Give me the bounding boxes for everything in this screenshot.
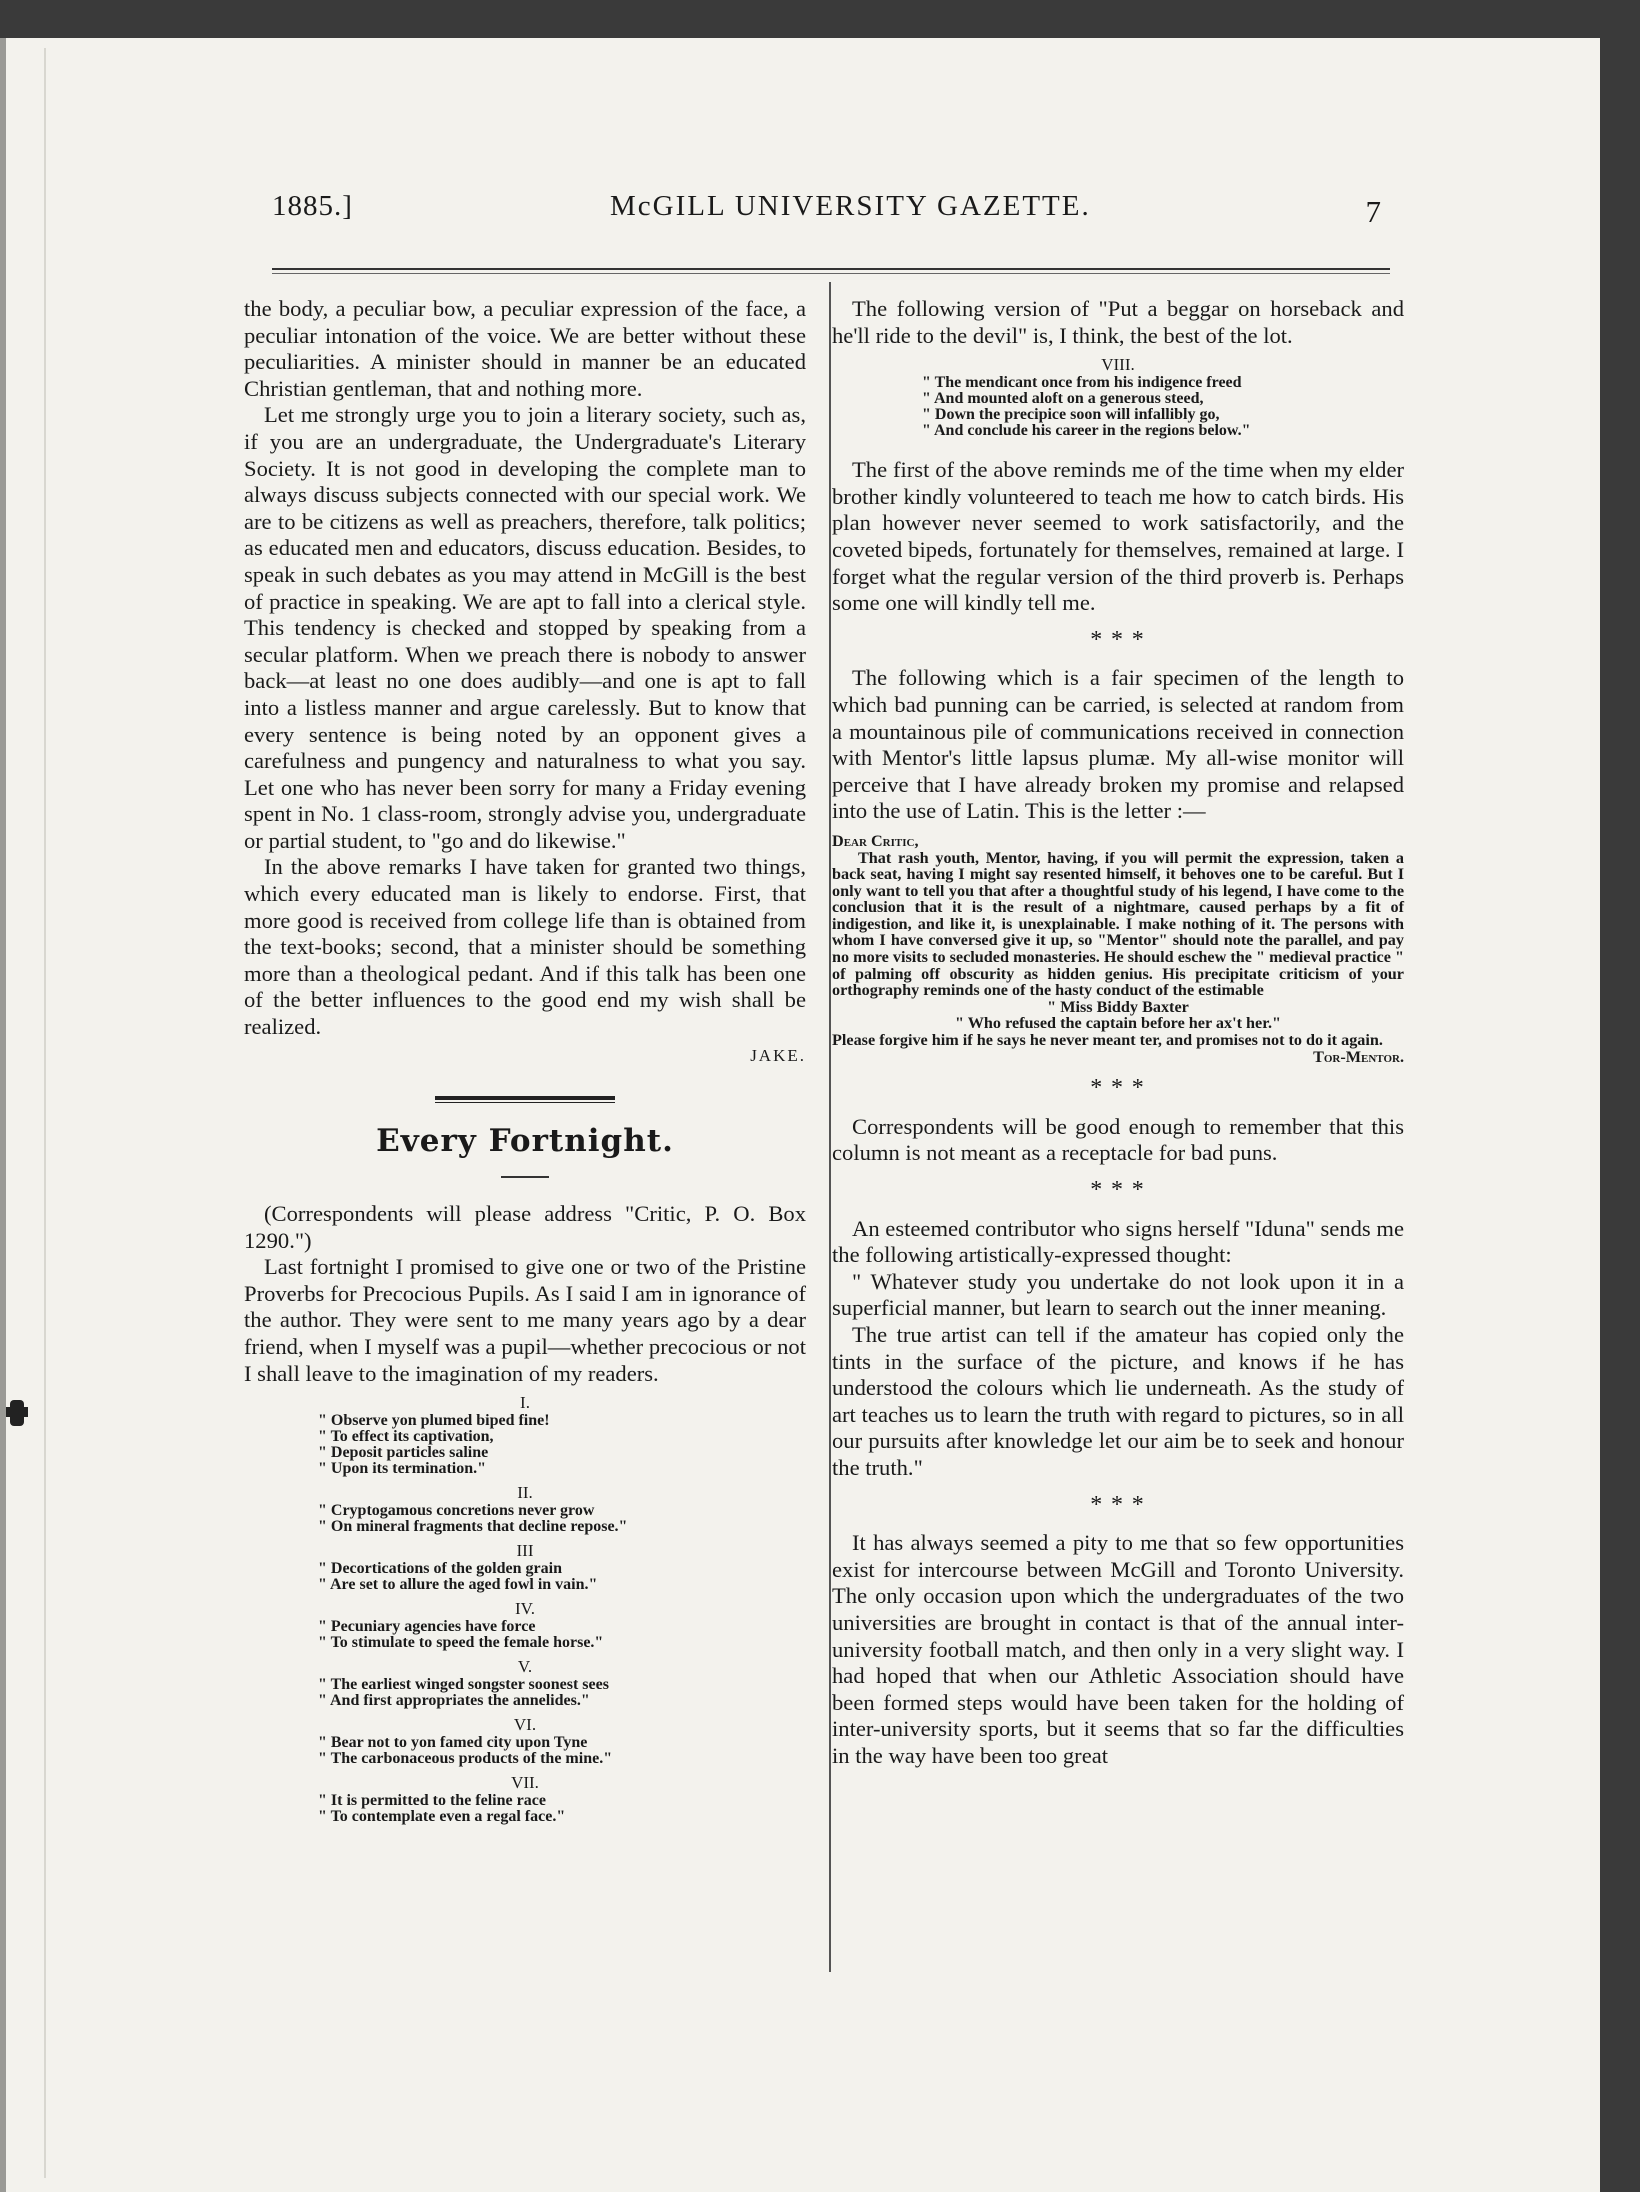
section-stars: * * * [1090,1075,1146,1102]
verse-number: VIII. [1101,355,1135,375]
paragraph: The true artist can tell if the amateur has copied only the tints in the surface of the picture, and knows if he has understood the colours which lie underneath. As the study of art teaches us to learn the truth with regard to pictures, so in all our pursuits after knowledge let our aim be to seek and honour the truth." [832,1321,1404,1480]
verse-line: " To contemplate even a regal face." [318,1808,566,1826]
section-ornament-rule [244,1083,806,1110]
verse-line: " The carbonaceous products of the mine." [318,1750,613,1768]
verse-line: " Upon its termination." [318,1460,486,1478]
binder-clip-arm-icon [6,1407,28,1417]
letter-signature: Tor-Mentor. [1313,1047,1404,1066]
right-column [832,296,1404,1769]
paragraph: Let me strongly urge you to join a literary society, such as, if you are an undergraduate, the Undergraduate's Literary Society. It is not good in developing the complete man to always discuss subjects connected with our special work. We are to be citizens as well as preachers, therefore, talk politics; as educated men and educators, discuss education. Besides, to speak in such debates as you may attend in McGill is the best of practice in speaking. We are apt to fall into a clerical style. This tendency is checked and stopped by speaking from a secular platform. When we preach there is nobody to answer back—at least no one does audibly—and one is apt to fall into a listless manner and argue carelessly. But to know that every sentence is being noted by an opponent gives a carefulness and pungency and naturalness to what you say. Let one who has never been sorry for many a Friday evening spent in No. 1 class-room, strongly advise you, undergraduate or partial student, to "go and do likewise." [244,402,806,853]
letter-quote: " Who refused the captain before her ax't her." [955,1014,1281,1033]
paragraph: In the above remarks I have taken for granted two things, which every educated man is likely to endorse. First, that more good is received from college life than is obtained from the text-books; second, that a minister should be something more than a theological pedant. And if this talk has been one of the better influences to the good end my wish shall be realized. [244,854,806,1040]
paragraph: (Correspondents will please address "Critic, P. O. Box 1290.") [244,1201,806,1253]
page-number: 7 [1365,194,1382,229]
verse-line: " Cryptogamous concretions never grow [318,1502,595,1520]
section-heading: Every Fortnight. [376,1122,674,1159]
section-stars: * * * [1090,1491,1146,1518]
verse-line: " It is permitted to the feline race [318,1792,546,1810]
paragraph: The following version of "Put a beggar on horseback and he'll ride to the devil" is, I think, the best of the lot. [832,296,1404,348]
paragraph: The first of the above reminds me of the time when my elder brother kindly volunteered to teach me how to catch birds. His plan however never seemed to work satisfactorily, and the coveted bipeds, fortunately for themselves, remained at large. I forget what the regular version of the third proverb is. Perhaps some one will kindly tell me. [832,457,1404,616]
verse-number: III [516,1541,534,1561]
verse-line: " Are set to allure the aged fowl in vain." [318,1576,598,1594]
verse-line: " On mineral fragments that decline repose." [318,1518,628,1536]
paragraph: " Whatever study you undertake do not look upon it in a superficial manner, but learn to search out the inner meaning. [832,1268,1404,1321]
paragraph: Last fortnight I promised to give one or two of the Pristine Proverbs for Precocious Pupils. As I said I am in ignorance of the author. They were sent to me many years ago by a dear friend, when I myself was a pupil—whether precocious or not I shall leave to the imagination of my readers. [244,1254,806,1386]
left-column [244,296,806,1825]
header-rule-thin [272,273,1390,274]
verse-number: II. [517,1483,533,1503]
header-year: 1885.] [272,190,353,222]
letter-body: That rash youth, Mentor, having, if you will permit the expression, taken a back seat, having I might say resented himself, it behoves one to be careful. But I only want to tell you that after a thoughtful study of his legend, I have come to the conclusion that it is the result of a nightmare, caused perhaps by a fit of indigestion, and like it, is unexplainable. I make nothing of it. The persons with whom I have conversed give it up, so "Mentor" should note the parallel, and pay no more visits to secluded monasteries. He should eschew the " medieval practice " of palming off obscurity as hidden genius. His precipitate criticism of your orthography reminds one of the hasty conduct of the estimable [832,848,1404,1000]
verse-number: VI. [513,1715,537,1735]
verse-line: " Observe yon plumed biped fine! [318,1412,550,1430]
running-header [272,190,1382,230]
short-rule [244,1158,806,1185]
verse-line: " Pecuniary agencies have force [318,1618,536,1636]
verse-line: " And conclude his career in the regions below." [922,422,1251,440]
verse-line: " The earliest winged songster soonest sees [318,1676,609,1694]
paragraph: Correspondents will be good enough to remember that this column is not meant as a receptacle for bad puns. [832,1113,1404,1166]
letter-salutation: Dear Critic, [832,831,919,850]
letter-close: Please forgive him if he says he never meant ter, and promises not to do it again. [832,1031,1383,1050]
letter-quote: " Miss Biddy Baxter [1047,997,1189,1016]
verse-line: " Deposit particles saline [318,1444,489,1462]
verse-number: VII. [511,1773,539,1793]
section-stars: * * * [1090,1177,1146,1203]
paragraph: It has always seemed a pity to me that so few opportunities exist for intercourse between McGill and Toronto University. The only occasion upon which the undergraduates of the two universities are brought in contact is that of the annual inter-university football match, and then only in a very slight way. I had hoped that when our Athletic Association should have been formed steps would have been taken for the holding of inter-university sports, but it seems that so far the difficulties in the way have been too great [832,1530,1404,1768]
verse-line: " To stimulate to speed the female horse." [318,1634,604,1652]
column-divider [829,282,831,1972]
paragraph: An esteemed contributor who signs herself "Iduna" sends me the following artistically-expressed thought: [832,1215,1404,1268]
paragraph: the body, a peculiar bow, a peculiar expression of the face, a peculiar intonation of the voice. We are better without these peculiarities. A minister should in manner be an educated Christian gentleman, that and nothing more. [244,296,806,401]
verse-line: " And first appropriates the annelides." [318,1692,590,1710]
paragraph: The following which is a fair specimen of the length to which bad punning can be carried, is selected at random from a mountainous pile of communications received in connection with Mentor's little lapsus plumæ. My all-wise monitor will perceive that I have already broken my promise and relapsed into the use of Latin. This is the letter :— [832,665,1404,824]
header-rule [272,268,1390,270]
verse-line: " Down the precipice soon will infallibly go, [922,406,1220,424]
verse-line: " And mounted aloft on a generous steed, [922,390,1204,408]
verse-number: IV. [515,1599,535,1619]
verse-number: I. [520,1393,530,1413]
signature: JAKE. [750,1045,806,1065]
verse-line: " To effect its captivation, [318,1428,494,1446]
verse-line: " The mendicant once from his indigence freed [922,374,1242,392]
verse-number: V. [517,1657,533,1677]
verse-line: " Decortications of the golden grain [318,1560,562,1578]
verse-line: " Bear not to yon famed city upon Tyne [318,1734,588,1752]
section-stars: * * * [1090,626,1146,653]
header-title: McGILL UNIVERSITY GAZETTE. [610,190,1091,222]
